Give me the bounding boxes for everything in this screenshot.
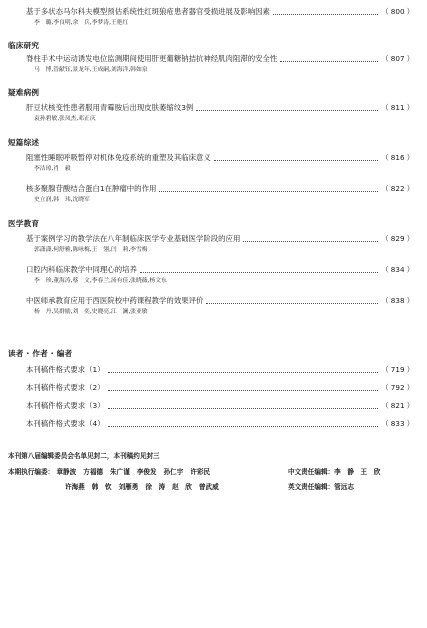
chinese-editor-label: 中文责任编辑：: [288, 468, 335, 476]
chinese-editor-line: [288, 466, 380, 478]
section-heading-readers-authors-editors: 读者 · 作者 · 编者: [8, 349, 73, 358]
executive-editor-name: 徐 涛: [145, 483, 166, 491]
entry-authors: 李 珍,董海涛,蔡 文,李春兰,汤有佳,张晓薇,杨文东: [34, 278, 167, 284]
entry-title: 阻塞性睡眠呼吸暂停对机体免疫系统的重塑及其临床意义: [26, 153, 211, 162]
entry-authors: 李 璐,李良明,余 兵,李梦涛,王艳红: [34, 20, 129, 26]
entry-page-number: （ 838 ）: [381, 296, 414, 305]
executive-editor-name: 李俊发: [136, 468, 157, 476]
entry-title: 本刊稿件格式要求（4）: [26, 419, 105, 428]
executive-editor-name: 赵 欣: [172, 483, 192, 491]
editorial-board-note: 本刊第八届编辑委员会名单见封二，本刊稿约见封三: [8, 452, 160, 460]
entry-authors: 杨 丹,吴群励,刘 奕,史晓亮,江 澜,张亚敏: [34, 309, 148, 315]
entry-authors: 李洁琼,肖 毅: [34, 166, 71, 172]
entry-page-number: （ 833 ）: [381, 419, 414, 428]
executive-editor-name: 刘雁勇: [118, 483, 139, 491]
entry-authors: 史立润,韩 玮,沈晓军: [34, 197, 90, 203]
entry-page-number: （ 800 ）: [381, 7, 414, 16]
entry-title: 中医师承教育应用于西医院校中药课程教学的效果评价: [26, 296, 204, 305]
entry-title: 脊柱手术中运动诱发电位监测期间使用肝更葡糖钠拮抗神经肌肉阻滞的安全性: [26, 54, 278, 63]
leader-dots: [159, 190, 378, 192]
toc-entry[interactable]: [26, 383, 414, 393]
english-editor-line: [288, 481, 354, 493]
leader-dots: [108, 407, 379, 409]
entry-title: 本刊稿件格式要求（2）: [26, 383, 105, 392]
chinese-editor-names: 李 静 王 欣: [334, 468, 381, 476]
toc-entry[interactable]: [26, 54, 414, 74]
entry-page-number: （ 821 ）: [381, 401, 414, 410]
leader-dots: [108, 425, 379, 427]
entry-title: 核多聚腺苷酸结合蛋白1在肿瘤中的作用: [26, 184, 157, 193]
executive-editors-row-2: [65, 481, 226, 493]
entry-page-number: （ 816 ）: [381, 153, 414, 162]
entry-authors: 郭潇潇,何舒雅,陈咏梅,王 翎,闫 莉,李雪梅: [34, 247, 148, 253]
entry-page-number: （ 822 ）: [381, 184, 414, 193]
entry-title: 基于多状态马尔科夫模型预估系统性红斑狼疮患者器官受损进展及影响因素: [26, 7, 270, 16]
toc-entry[interactable]: [26, 401, 414, 411]
toc-entry[interactable]: [26, 234, 414, 254]
section-heading-clinical-research: 临床研究: [8, 41, 40, 50]
toc-entry[interactable]: [26, 265, 414, 285]
executive-editor-name: 许彩民: [190, 468, 211, 476]
section-heading-medical-education: 医学教育: [8, 219, 40, 228]
executive-editor-name: 许海燕: [65, 483, 85, 491]
entry-page-number: （ 719 ）: [381, 365, 414, 374]
entry-title: 本刊稿件格式要求（1）: [26, 365, 105, 374]
toc-entry[interactable]: [26, 365, 414, 375]
entry-page-number: （ 834 ）: [381, 265, 414, 274]
executive-editor-name: 韩 钦: [91, 483, 112, 491]
entry-page-number: （ 807 ）: [381, 54, 414, 63]
leader-dots: [280, 60, 378, 62]
entry-authors: 马 博,管献钰,景龙年,王成嗣,刘海洋,韩如泉: [34, 67, 148, 73]
leader-dots: [196, 109, 378, 111]
entry-page-number: （ 811 ）: [381, 103, 414, 112]
toc-entry[interactable]: [26, 296, 414, 316]
toc-entry[interactable]: [26, 103, 414, 123]
leader-dots: [108, 371, 379, 373]
english-editor-names: 管远志: [334, 483, 354, 491]
executive-editor-name: 孙仁宇: [163, 468, 184, 476]
leader-dots: [243, 240, 378, 242]
entry-title: 口腔内科临床教学中同理心的培养: [26, 265, 137, 274]
leader-dots: [140, 271, 378, 273]
executive-editors-label: 本期执行编委：: [8, 468, 55, 476]
leader-dots: [206, 302, 378, 304]
toc-entry[interactable]: [26, 153, 414, 173]
section-heading-difficult-cases: 疑难病例: [8, 88, 40, 97]
entry-title: 基于案例学习的教学法在八年制临床医学专业基础医学阶段的应用: [26, 234, 241, 243]
toc-entry[interactable]: [26, 7, 414, 27]
entry-authors: 袁孙碧敏,张凤杰,邓正庆: [34, 116, 96, 122]
toc-entry[interactable]: [26, 184, 414, 204]
leader-dots: [273, 13, 378, 15]
leader-dots: [108, 389, 379, 391]
executive-editor-name: 章静波: [56, 468, 77, 476]
english-editor-label: 英文责任编辑：: [288, 483, 335, 491]
executive-editors-row-1: [8, 466, 217, 478]
executive-editor-name: 曾武威: [198, 483, 219, 491]
section-heading-short-reviews: 短篇综述: [8, 138, 40, 147]
leader-dots: [214, 159, 379, 161]
executive-editor-name: 朱广谨: [110, 468, 130, 476]
entry-title: 本刊稿件格式要求（3）: [26, 401, 105, 410]
entry-title: 肝豆状核变性患者服用青霉胺后出现皮肤萎缩纹3例: [26, 103, 194, 112]
executive-editor-name: 方福德: [83, 468, 104, 476]
entry-page-number: （ 829 ）: [381, 234, 414, 243]
toc-entry[interactable]: [26, 419, 414, 429]
entry-page-number: （ 792 ）: [381, 383, 414, 392]
